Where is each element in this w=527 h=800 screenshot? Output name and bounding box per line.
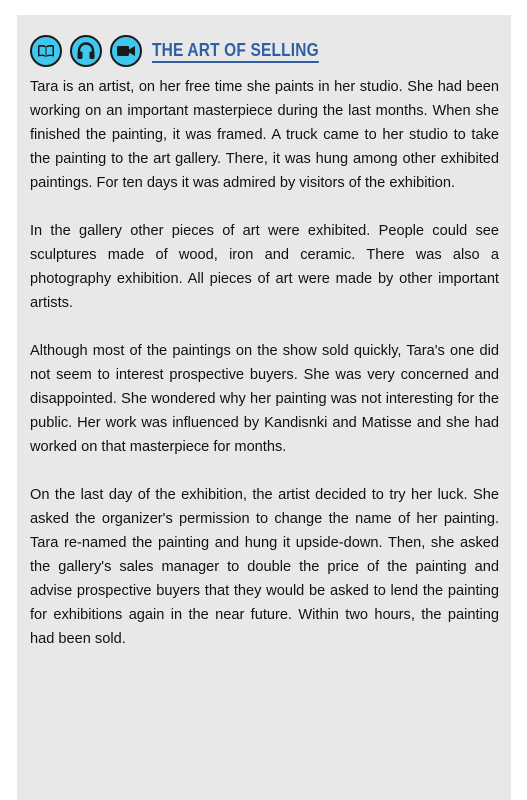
book-icon (37, 44, 55, 58)
paragraph: Although most of the paintings on the show sold quickly, Tara's one did not seem to interest prospective buyers. She was very concerned and disappointed. She wondered why her painting was not interesting for the public. Her work was influenced by Kandisnki and Matisse and she had worked on that masterpiece for months. (30, 343, 499, 455)
paragraph: In the gallery other pieces of art were exhibited. People could see sculptures made of wood, iron and ceramic. There was also a photography exhibition. All pieces of art were made by other important artists. (30, 223, 499, 311)
headphones-icon (76, 42, 96, 60)
story-body (30, 75, 499, 651)
card-header (30, 33, 499, 69)
watch-button[interactable] (110, 35, 142, 67)
paragraph: Tara is an artist, on her free time she paints in her studio. She had been working on an important masterpiece during the last months. When she finished the painting, it was framed. A truck came to her studio to take the painting to the art gallery. There, it was hung among other exhibited paintings. For ten days it was admired by visitors of the exhibition. (30, 79, 499, 191)
video-camera-icon (116, 44, 136, 58)
reading-card (17, 15, 511, 800)
paragraph: On the last day of the exhibition, the artist decided to try her luck. She asked the organizer's permission to change the name of her painting. Tara re-named the painting and hung it upside-down. Then, she asked the gallery's sales manager to double the price of the painting and advise prospective buyers that they would be asked to lend the painting for exhibitions again in the near future. Within two hours, the painting had been sold. (30, 487, 499, 647)
story-title: THE ART OF SELLING (152, 40, 319, 63)
listen-button[interactable] (70, 35, 102, 67)
read-button[interactable] (30, 35, 62, 67)
